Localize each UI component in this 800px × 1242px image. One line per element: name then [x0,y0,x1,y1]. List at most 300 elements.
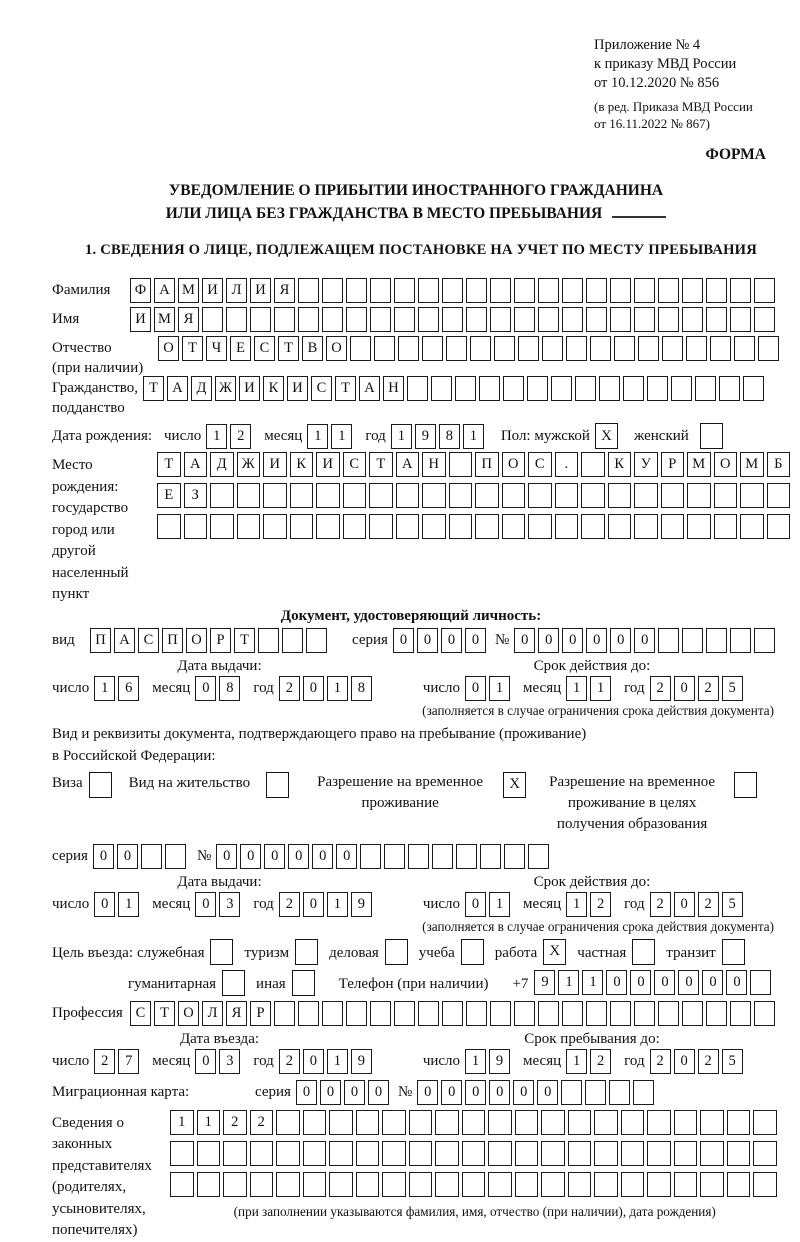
char-cell[interactable]: А [359,376,380,401]
char-cell[interactable]: 8 [351,676,372,701]
char-cell[interactable] [322,307,343,332]
char-cell[interactable]: Ч [206,336,227,361]
char-cell[interactable] [610,307,631,332]
char-cell[interactable] [435,1141,459,1166]
char-cell[interactable] [740,483,764,508]
char-cell[interactable] [480,844,501,869]
char-cell[interactable] [369,514,393,539]
char-cell[interactable] [566,336,587,361]
char-cell[interactable]: О [714,452,738,477]
char-cell[interactable] [710,336,731,361]
char-cell[interactable] [610,1001,631,1026]
char-cell[interactable] [562,278,583,303]
char-cell[interactable] [633,1080,654,1105]
char-cell[interactable]: Т [234,628,255,653]
char-cell[interactable]: 0 [654,970,675,995]
char-cell[interactable]: 0 [195,1049,216,1074]
char-cell[interactable]: 1 [465,1049,486,1074]
char-cell[interactable] [488,1110,512,1135]
char-cell[interactable]: 2 [698,892,719,917]
char-cell[interactable] [382,1172,406,1197]
gender-female-checkbox[interactable] [700,423,723,449]
char-cell[interactable] [250,1141,274,1166]
char-cell[interactable] [274,1001,295,1026]
char-cell[interactable]: 2 [650,676,671,701]
char-cell[interactable] [479,376,500,401]
char-cell[interactable] [658,1001,679,1026]
char-cell[interactable] [418,278,439,303]
char-cell[interactable] [594,1110,618,1135]
char-cell[interactable] [538,278,559,303]
char-cell[interactable] [356,1172,380,1197]
char-cell[interactable] [418,1001,439,1026]
char-cell[interactable] [634,307,655,332]
char-cell[interactable]: И [250,278,271,303]
char-cell[interactable] [422,336,443,361]
char-cell[interactable]: 9 [415,424,436,449]
char-cell[interactable]: 0 [513,1080,534,1105]
char-cell[interactable] [466,307,487,332]
char-cell[interactable]: 2 [698,1049,719,1074]
purpose-work-checkbox[interactable]: X [543,939,566,965]
char-cell[interactable] [541,1172,565,1197]
char-cell[interactable] [542,336,563,361]
char-cell[interactable] [298,1001,319,1026]
char-cell[interactable] [316,483,340,508]
char-cell[interactable] [435,1172,459,1197]
char-cell[interactable]: 1 [558,970,579,995]
char-cell[interactable] [730,628,751,653]
char-cell[interactable]: 2 [590,1049,611,1074]
char-cell[interactable]: 0 [303,892,324,917]
char-cell[interactable] [515,1141,539,1166]
char-cell[interactable]: Я [274,278,295,303]
purpose-humanitarian-checkbox[interactable] [222,970,245,996]
char-cell[interactable] [250,1172,274,1197]
char-cell[interactable] [418,307,439,332]
char-cell[interactable] [514,307,535,332]
char-cell[interactable]: Т [335,376,356,401]
char-cell[interactable]: 0 [441,628,462,653]
char-cell[interactable] [210,514,234,539]
char-cell[interactable]: 0 [678,970,699,995]
purpose-business-checkbox[interactable] [210,939,233,965]
char-cell[interactable]: О [158,336,179,361]
char-cell[interactable] [621,1172,645,1197]
char-cell[interactable]: 0 [630,970,651,995]
char-cell[interactable]: 1 [327,676,348,701]
char-cell[interactable] [237,483,261,508]
purpose-private-checkbox[interactable] [632,939,655,965]
char-cell[interactable]: Ж [237,452,261,477]
purpose-tourism-checkbox[interactable] [295,939,318,965]
char-cell[interactable] [586,307,607,332]
char-cell[interactable] [687,514,711,539]
char-cell[interactable] [555,514,579,539]
char-cell[interactable] [658,307,679,332]
char-cell[interactable] [274,307,295,332]
char-cell[interactable]: А [396,452,420,477]
char-cell[interactable]: 1 [590,676,611,701]
char-cell[interactable] [754,628,775,653]
char-cell[interactable] [356,1141,380,1166]
char-cell[interactable] [682,278,703,303]
char-cell[interactable]: И [263,452,287,477]
char-cell[interactable] [527,376,548,401]
char-cell[interactable]: Я [226,1001,247,1026]
char-cell[interactable]: Т [369,452,393,477]
char-cell[interactable] [727,1141,751,1166]
char-cell[interactable]: Е [230,336,251,361]
char-cell[interactable]: Ж [215,376,236,401]
char-cell[interactable] [382,1141,406,1166]
char-cell[interactable] [202,307,223,332]
char-cell[interactable]: А [114,628,135,653]
char-cell[interactable] [462,1141,486,1166]
char-cell[interactable]: 0 [514,628,535,653]
char-cell[interactable]: 0 [117,844,138,869]
char-cell[interactable] [276,1110,300,1135]
char-cell[interactable] [555,483,579,508]
char-cell[interactable]: 0 [195,892,216,917]
char-cell[interactable] [197,1172,221,1197]
char-cell[interactable] [157,514,181,539]
char-cell[interactable] [250,307,271,332]
char-cell[interactable]: 2 [279,676,300,701]
char-cell[interactable]: 0 [610,628,631,653]
char-cell[interactable] [343,483,367,508]
char-cell[interactable]: 1 [307,424,328,449]
char-cell[interactable] [384,844,405,869]
char-cell[interactable]: 2 [650,1049,671,1074]
char-cell[interactable] [170,1141,194,1166]
char-cell[interactable] [223,1141,247,1166]
char-cell[interactable] [562,1001,583,1026]
char-cell[interactable] [456,844,477,869]
char-cell[interactable]: 0 [303,1049,324,1074]
char-cell[interactable] [263,483,287,508]
char-cell[interactable]: 2 [230,424,251,449]
char-cell[interactable] [514,1001,535,1026]
char-cell[interactable]: 2 [650,892,671,917]
char-cell[interactable] [754,1001,775,1026]
char-cell[interactable]: 2 [590,892,611,917]
char-cell[interactable] [515,1110,539,1135]
char-cell[interactable]: 0 [216,844,237,869]
char-cell[interactable]: 0 [296,1080,317,1105]
char-cell[interactable] [504,844,525,869]
char-cell[interactable] [682,1001,703,1026]
char-cell[interactable]: 2 [698,676,719,701]
char-cell[interactable]: 0 [586,628,607,653]
char-cell[interactable]: В [302,336,323,361]
char-cell[interactable] [165,844,186,869]
char-cell[interactable] [329,1110,353,1135]
char-cell[interactable]: 3 [219,1049,240,1074]
char-cell[interactable]: 0 [538,628,559,653]
char-cell[interactable] [586,278,607,303]
char-cell[interactable] [568,1141,592,1166]
char-cell[interactable]: Д [210,452,234,477]
char-cell[interactable] [435,1110,459,1135]
char-cell[interactable]: У [634,452,658,477]
char-cell[interactable]: О [186,628,207,653]
char-cell[interactable] [409,1141,433,1166]
char-cell[interactable]: 0 [312,844,333,869]
char-cell[interactable] [475,514,499,539]
char-cell[interactable] [316,514,340,539]
char-cell[interactable]: Т [182,336,203,361]
char-cell[interactable] [730,278,751,303]
char-cell[interactable]: С [528,452,552,477]
char-cell[interactable]: Д [191,376,212,401]
char-cell[interactable]: 8 [439,424,460,449]
char-cell[interactable] [276,1172,300,1197]
char-cell[interactable]: 1 [94,676,115,701]
char-cell[interactable]: М [687,452,711,477]
char-cell[interactable] [647,1110,671,1135]
char-cell[interactable] [568,1110,592,1135]
char-cell[interactable] [695,376,716,401]
char-cell[interactable] [528,483,552,508]
char-cell[interactable]: 0 [368,1080,389,1105]
char-cell[interactable]: 3 [219,892,240,917]
char-cell[interactable]: 9 [351,1049,372,1074]
char-cell[interactable] [706,307,727,332]
char-cell[interactable] [329,1172,353,1197]
char-cell[interactable] [518,336,539,361]
char-cell[interactable]: 1 [391,424,412,449]
char-cell[interactable]: 9 [351,892,372,917]
char-cell[interactable]: С [138,628,159,653]
char-cell[interactable]: С [343,452,367,477]
char-cell[interactable] [442,278,463,303]
char-cell[interactable] [475,483,499,508]
char-cell[interactable]: 9 [489,1049,510,1074]
char-cell[interactable] [141,844,162,869]
char-cell[interactable]: Р [250,1001,271,1026]
char-cell[interactable] [608,514,632,539]
char-cell[interactable] [290,483,314,508]
char-cell[interactable] [502,514,526,539]
char-cell[interactable] [581,514,605,539]
char-cell[interactable] [682,628,703,653]
char-cell[interactable] [682,307,703,332]
char-cell[interactable]: 0 [606,970,627,995]
char-cell[interactable] [422,514,446,539]
char-cell[interactable] [614,336,635,361]
purpose-other-checkbox[interactable] [292,970,315,996]
char-cell[interactable] [743,376,764,401]
char-cell[interactable] [408,844,429,869]
char-cell[interactable] [409,1110,433,1135]
char-cell[interactable] [346,307,367,332]
char-cell[interactable]: 1 [566,676,587,701]
char-cell[interactable] [449,514,473,539]
char-cell[interactable]: И [130,307,151,332]
char-cell[interactable] [290,514,314,539]
char-cell[interactable] [170,1172,194,1197]
char-cell[interactable]: 0 [264,844,285,869]
char-cell[interactable]: 1 [170,1110,194,1135]
char-cell[interactable] [608,483,632,508]
char-cell[interactable] [282,628,303,653]
char-cell[interactable]: 8 [219,676,240,701]
char-cell[interactable] [298,307,319,332]
char-cell[interactable]: Н [383,376,404,401]
char-cell[interactable]: 6 [118,676,139,701]
char-cell[interactable]: А [184,452,208,477]
char-cell[interactable] [594,1172,618,1197]
char-cell[interactable] [767,514,791,539]
char-cell[interactable] [370,1001,391,1026]
char-cell[interactable] [226,307,247,332]
char-cell[interactable]: 0 [674,676,695,701]
char-cell[interactable] [488,1141,512,1166]
char-cell[interactable]: 0 [303,676,324,701]
char-cell[interactable]: 5 [722,676,743,701]
char-cell[interactable]: М [178,278,199,303]
char-cell[interactable]: 0 [674,892,695,917]
visa-checkbox[interactable] [89,772,112,798]
char-cell[interactable]: Б [767,452,791,477]
char-cell[interactable]: Т [143,376,164,401]
char-cell[interactable] [350,336,371,361]
char-cell[interactable]: 1 [489,676,510,701]
char-cell[interactable] [590,336,611,361]
char-cell[interactable]: 5 [722,1049,743,1074]
char-cell[interactable] [396,483,420,508]
char-cell[interactable] [346,278,367,303]
char-cell[interactable] [466,1001,487,1026]
char-cell[interactable]: 2 [223,1110,247,1135]
char-cell[interactable]: 1 [582,970,603,995]
char-cell[interactable]: Р [210,628,231,653]
char-cell[interactable] [575,376,596,401]
char-cell[interactable]: 5 [722,892,743,917]
char-cell[interactable]: 0 [465,1080,486,1105]
char-cell[interactable] [470,336,491,361]
char-cell[interactable] [184,514,208,539]
char-cell[interactable] [303,1172,327,1197]
residence-permit-checkbox[interactable] [266,772,289,798]
char-cell[interactable]: 0 [702,970,723,995]
char-cell[interactable] [515,1172,539,1197]
char-cell[interactable]: 0 [465,892,486,917]
char-cell[interactable]: 0 [288,844,309,869]
char-cell[interactable] [674,1172,698,1197]
char-cell[interactable] [432,844,453,869]
char-cell[interactable] [502,483,526,508]
char-cell[interactable] [370,278,391,303]
char-cell[interactable] [740,514,764,539]
char-cell[interactable] [647,376,668,401]
char-cell[interactable] [374,336,395,361]
char-cell[interactable]: Л [202,1001,223,1026]
char-cell[interactable]: 0 [634,628,655,653]
char-cell[interactable]: Н [422,452,446,477]
char-cell[interactable] [671,376,692,401]
char-cell[interactable] [562,307,583,332]
char-cell[interactable] [276,1141,300,1166]
char-cell[interactable]: 9 [534,970,555,995]
char-cell[interactable]: 1 [331,424,352,449]
char-cell[interactable] [370,307,391,332]
char-cell[interactable] [466,278,487,303]
char-cell[interactable] [687,483,711,508]
char-cell[interactable]: 2 [250,1110,274,1135]
char-cell[interactable] [490,278,511,303]
char-cell[interactable] [360,844,381,869]
char-cell[interactable]: 0 [726,970,747,995]
char-cell[interactable] [346,1001,367,1026]
char-cell[interactable] [727,1110,751,1135]
char-cell[interactable] [609,1080,630,1105]
char-cell[interactable]: Л [226,278,247,303]
char-cell[interactable] [753,1172,777,1197]
char-cell[interactable]: П [90,628,111,653]
char-cell[interactable] [758,336,779,361]
purpose-study-checkbox[interactable] [461,939,484,965]
char-cell[interactable] [394,278,415,303]
char-cell[interactable]: 0 [240,844,261,869]
char-cell[interactable]: О [326,336,347,361]
char-cell[interactable] [258,628,279,653]
char-cell[interactable] [700,1110,724,1135]
char-cell[interactable]: 0 [562,628,583,653]
char-cell[interactable] [551,376,572,401]
char-cell[interactable]: 2 [279,892,300,917]
char-cell[interactable] [329,1141,353,1166]
char-cell[interactable] [407,376,428,401]
char-cell[interactable] [727,1172,751,1197]
char-cell[interactable] [514,278,535,303]
purpose-transit-checkbox[interactable] [722,939,745,965]
char-cell[interactable] [541,1141,565,1166]
char-cell[interactable] [394,307,415,332]
char-cell[interactable] [303,1141,327,1166]
char-cell[interactable]: М [740,452,764,477]
char-cell[interactable]: 1 [327,1049,348,1074]
char-cell[interactable] [767,483,791,508]
char-cell[interactable]: 1 [463,424,484,449]
char-cell[interactable] [561,1080,582,1105]
char-cell[interactable] [706,278,727,303]
char-cell[interactable] [714,483,738,508]
char-cell[interactable]: 1 [206,424,227,449]
char-cell[interactable] [490,1001,511,1026]
char-cell[interactable] [431,376,452,401]
char-cell[interactable]: И [239,376,260,401]
char-cell[interactable] [674,1110,698,1135]
char-cell[interactable] [674,1141,698,1166]
char-cell[interactable]: 0 [465,628,486,653]
char-cell[interactable]: 0 [344,1080,365,1105]
purpose-commercial-checkbox[interactable] [385,939,408,965]
char-cell[interactable] [662,336,683,361]
char-cell[interactable] [634,483,658,508]
char-cell[interactable] [586,1001,607,1026]
char-cell[interactable]: 1 [489,892,510,917]
char-cell[interactable] [734,336,755,361]
char-cell[interactable]: 1 [118,892,139,917]
char-cell[interactable] [658,278,679,303]
char-cell[interactable] [700,1172,724,1197]
char-cell[interactable] [322,1001,343,1026]
char-cell[interactable]: 0 [93,844,114,869]
char-cell[interactable] [700,1141,724,1166]
char-cell[interactable] [719,376,740,401]
